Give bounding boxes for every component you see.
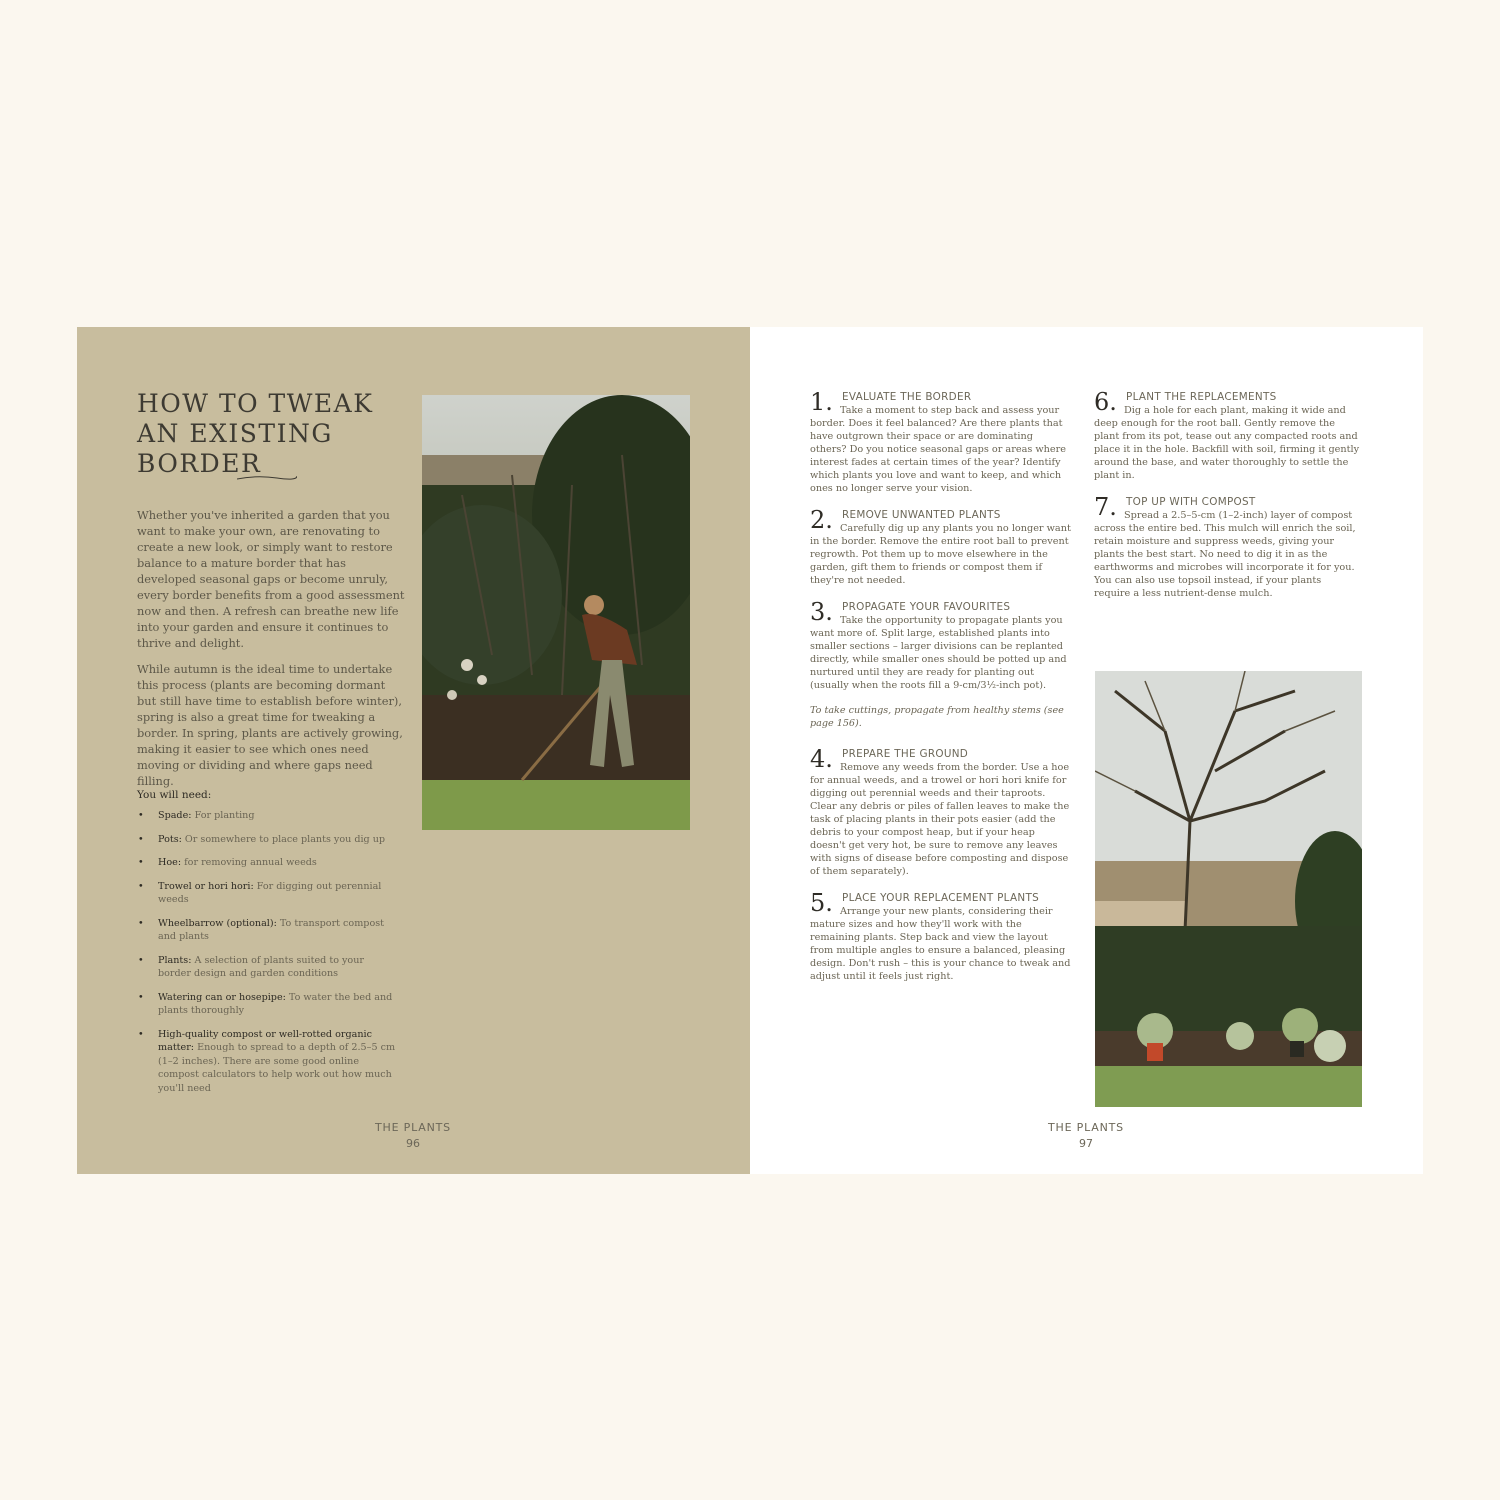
- step-body: Take the opportunity to propagate plants you want more of. Split large, established plants into smaller sections – larger divisions can be replanted directly, while smaller ones should be potted up and nurtured until they are ready for planting out (usually when the roots fill a 9-cm/3½-inch pot).: [810, 615, 1067, 691]
- step-number: 6.: [1094, 388, 1117, 416]
- list-item: [137, 991, 397, 1018]
- step-title: REMOVE UNWANTED PLANTS: [842, 509, 1001, 521]
- cuttings-note: To take cuttings, propagate from healthy stems (see page 156).: [810, 705, 1064, 729]
- list-item-term: Wheelbarrow (optional):: [158, 917, 277, 929]
- list-item: [137, 856, 397, 870]
- list-item: [137, 954, 397, 981]
- step-number: 2.: [810, 506, 833, 534]
- tools-list: [137, 809, 397, 1105]
- list-item-term: Watering can or hosepipe:: [158, 991, 286, 1003]
- list-item-term: Pots:: [158, 833, 182, 845]
- list-item-desc: Or somewhere to place plants you dig up: [184, 833, 386, 845]
- list-item-desc: A selection of plants suited to your border design and garden conditions: [158, 954, 364, 979]
- step-body: Carefully dig up any plants you no longer want in the border. Remove the entire root ball to prevent regrowth. Pot them up to move elsewhere in the garden, gift them to friends or compost them if they're not needed.: [810, 523, 1071, 586]
- list-item-term: Trowel or hori hori:: [158, 880, 254, 892]
- step-title: PLACE YOUR REPLACEMENT PLANTS: [842, 892, 1040, 904]
- step-title: TOP UP WITH COMPOST: [1126, 496, 1256, 508]
- step-title: EVALUATE THE BORDER: [842, 391, 972, 403]
- intro-text: [137, 507, 407, 799]
- step-number: 5.: [810, 889, 833, 917]
- list-item-desc: To transport compost and plants: [158, 917, 384, 942]
- list-item: [137, 917, 397, 944]
- page-title-text: HOW TO TWEAK AN EXISTING BORDER: [137, 389, 374, 478]
- step-item: [810, 745, 1072, 878]
- list-item-desc: For digging out perennial weeds: [158, 880, 382, 905]
- list-item: [137, 1028, 397, 1096]
- step-body: Arrange your new plants, considering their mature sizes and how they'll work with the remaining plants. Step back and view the layout from multiple angles to ensure a balanced, pleasing design. Don't rush – this is your chance to tweak and adjust until it feels just right.: [810, 906, 1071, 982]
- steps-column-left: [810, 388, 1072, 997]
- step-item: [810, 598, 1072, 692]
- list-item-term: Plants:: [158, 954, 192, 966]
- list-item: [137, 809, 397, 823]
- step-body: Take a moment to step back and assess your border. Does it feel balanced? Are there plants that have outgrown their space or are dominating others? Do you notice seasonal gaps or areas where interest fades at certain times of the year? Identify which plants you love and want to keep, and which ones no longer serve your vision.: [810, 405, 1067, 494]
- list-item-desc: Enough to spread to a depth of 2.5–5 cm (1–2 inches). There are some good online compost calculators to help work out how much you'll need: [158, 1042, 396, 1094]
- page-number: 96: [406, 1137, 420, 1150]
- you-will-need-heading: You will need:: [137, 789, 212, 801]
- right-page: [750, 327, 1423, 1174]
- list-item-desc: To water the bed and plants thoroughly: [158, 991, 393, 1016]
- footer-section: THE PLANTS: [375, 1121, 451, 1134]
- left-page: [77, 327, 750, 1174]
- step-body: Remove any weeds from the border. Use a hoe for annual weeds, and a trowel or hori hori knife for digging out perennial weeds and their taproots. Clear any debris or piles of fallen leaves to make the task of placing plants in their pots easier (add the debris to your compost heap, but if your heap doesn't get very hot, be sure to remove any leaves with signs of disease before composting and dispose of them separately).: [810, 762, 1070, 877]
- intro-paragraph-2: While autumn is the ideal time to undertake this process (plants are becoming dormant but still have time to establish before winter), spring is also a great time for tweaking a border. In spring, plants are actively growing, making it easier to see which ones need moving or dividing and where gaps need filling.: [137, 662, 403, 788]
- list-item: [137, 833, 397, 847]
- list-item-desc: for removing annual weeds: [184, 857, 317, 868]
- step-item: [810, 506, 1072, 587]
- step-item: [1094, 388, 1360, 482]
- step-number: 4.: [810, 745, 833, 773]
- step-title: PREPARE THE GROUND: [842, 748, 969, 760]
- list-item-term: Spade:: [158, 810, 192, 821]
- step-item: [810, 889, 1072, 983]
- step-title: PLANT THE REPLACEMENTS: [1126, 391, 1277, 403]
- list-item-term: High-quality compost or well-rotted organic matter:: [158, 1028, 372, 1053]
- intro-paragraph-1: Whether you've inherited a garden that you want to make your own, are renovating to create a new look, or simply want to restore balance to a mature border that has developed seasonal gaps or become unruly, every border benefits from a good assessment now and then. A refresh can breathe new life into your garden and ensure it continues to thrive and delight.: [137, 508, 405, 650]
- step-body: Dig a hole for each plant, making it wide and deep enough for the root ball. Gently remove the plant from its pot, tease out any compacted roots and place it in the hole. Backfill with soil, firming it gently around the base, and water thoroughly to settle the plant in.: [1094, 405, 1360, 481]
- step-number: 1.: [810, 388, 833, 416]
- page-footer-left: [333, 1120, 493, 1152]
- book-spread: [77, 327, 1423, 1174]
- footer-section: THE PLANTS: [1048, 1121, 1124, 1134]
- garden-border-tree-photo: [1095, 671, 1362, 1107]
- list-item: [137, 880, 397, 907]
- step-body: Spread a 2.5–5-cm (1–2-inch) layer of compost across the entire bed. This mulch will enrich the soil, retain moisture and suppress weeds, giving your plants the best start. No need to dig it in as the earthworms and microbes will incorporate it for you. You can also use topsoil instead, if your plants require a less nutrient-dense mulch.: [1094, 510, 1356, 599]
- page-number: 97: [1079, 1137, 1093, 1150]
- step-item: [810, 388, 1072, 495]
- step-title: PROPAGATE YOUR FAVOURITES: [842, 601, 1011, 613]
- tree-photo-illustration: [1095, 671, 1362, 1107]
- page-title: [137, 389, 417, 481]
- steps-column-right: [1094, 388, 1360, 614]
- step-number: 7.: [1094, 493, 1117, 521]
- gardener-hoeing-photo: [422, 395, 690, 830]
- step-item: [1094, 493, 1360, 600]
- step-number: 3.: [810, 598, 833, 626]
- list-item-desc: For planting: [194, 810, 255, 821]
- gardener-photo-illustration: [422, 395, 690, 830]
- page-footer-right: [1006, 1120, 1166, 1152]
- list-item-term: Hoe:: [158, 857, 182, 868]
